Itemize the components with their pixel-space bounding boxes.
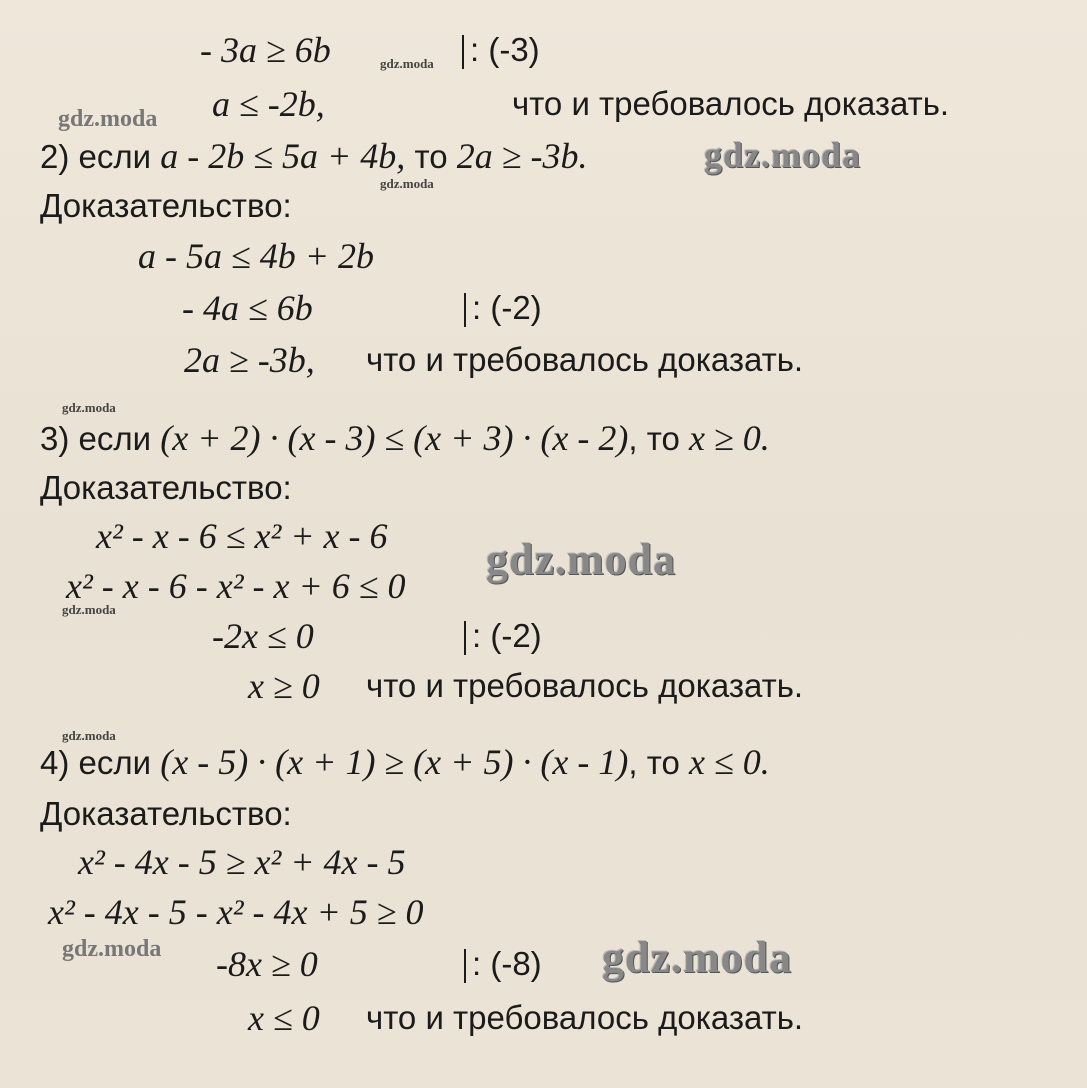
divider-bar: [464, 621, 466, 655]
watermark: gdz.moda: [62, 728, 116, 743]
divider-bar: [464, 293, 466, 327]
statement-prefix: 2) если: [40, 138, 152, 175]
watermark: gdz.moda: [58, 106, 158, 132]
statement-to: , то: [628, 420, 680, 457]
divisor-text: : (-2): [472, 289, 542, 326]
proof1-step-a-divisor: [462, 30, 540, 70]
proof4-step1: x² - 4x - 5 ≥ x² + 4x - 5: [78, 842, 406, 882]
proof3-step1: x² - x - 6 ≤ x² + x - 6: [96, 516, 388, 556]
proof3-step2: x² - x - 6 - x² - x + 6 ≤ 0: [66, 566, 406, 606]
proof2-statement: [40, 136, 587, 177]
proof2-result-text: что и требовалось доказать.: [366, 341, 804, 378]
watermark: gdz.moda: [62, 602, 116, 617]
proof1-result: a ≤ -2b,: [212, 84, 325, 124]
proof3-heading: Доказательство:: [40, 469, 292, 506]
proof2-heading: Доказательство:: [40, 187, 292, 224]
proof3-step3: -2x ≤ 0: [212, 616, 314, 656]
proof4-statement: [40, 742, 770, 783]
statement-math: (x - 5) · (x + 1) ≥ (x + 5) · (x - 1): [160, 742, 629, 782]
watermark: gdz.moda: [62, 936, 162, 962]
proof4-result-text: что и требовалось доказать.: [366, 999, 804, 1036]
proof3-statement: [40, 418, 770, 459]
divider-bar: [462, 35, 464, 69]
proof3-step3-divisor: [464, 616, 542, 656]
watermark: gdz.moda: [602, 933, 793, 982]
watermark: gdz.moda: [704, 135, 862, 175]
proof4-step3: -8x ≥ 0: [216, 944, 318, 984]
divider-bar: [464, 949, 466, 983]
watermark: gdz.moda: [62, 400, 116, 415]
proof4-heading: Доказательство:: [40, 795, 292, 832]
statement-result: x ≥ 0.: [688, 418, 770, 458]
statement-prefix: 4) если: [40, 744, 152, 781]
watermark: gdz.moda: [380, 176, 434, 191]
watermark: gdz.moda: [380, 56, 434, 71]
divisor-text: : (-3): [470, 31, 540, 68]
statement-result: 2a ≥ -3b.: [456, 136, 588, 176]
proof4-step2: x² - 4x - 5 - x² - 4x + 5 ≥ 0: [48, 892, 424, 932]
statement-to: то: [414, 138, 448, 175]
proof1-result-text: что и требовалось доказать.: [512, 85, 950, 122]
statement-to: , то: [628, 744, 680, 781]
divisor-text: : (-2): [472, 617, 542, 654]
proof2-step2: - 4a ≤ 6b: [182, 288, 313, 328]
proof2-step2-divisor: [464, 288, 542, 328]
proof4-result: x ≤ 0: [248, 998, 320, 1038]
statement-math: (x + 2) · (x - 3) ≤ (x + 3) · (x - 2): [160, 418, 629, 458]
proof2-result: 2a ≥ -3b,: [184, 340, 315, 380]
proof1-step-a: - 3a ≥ 6b: [200, 30, 331, 70]
divisor-text: : (-8): [472, 945, 542, 982]
proof3-result: x ≥ 0: [248, 666, 320, 706]
statement-prefix: 3) если: [40, 420, 152, 457]
statement-math: a - 2b ≤ 5a + 4b,: [160, 136, 406, 176]
watermark: gdz.moda: [486, 535, 677, 584]
proof2-step1: a - 5a ≤ 4b + 2b: [138, 236, 375, 276]
statement-result: x ≤ 0.: [688, 742, 770, 782]
proof4-step3-divisor: [464, 944, 542, 984]
proof3-result-text: что и требовалось доказать.: [366, 667, 804, 704]
